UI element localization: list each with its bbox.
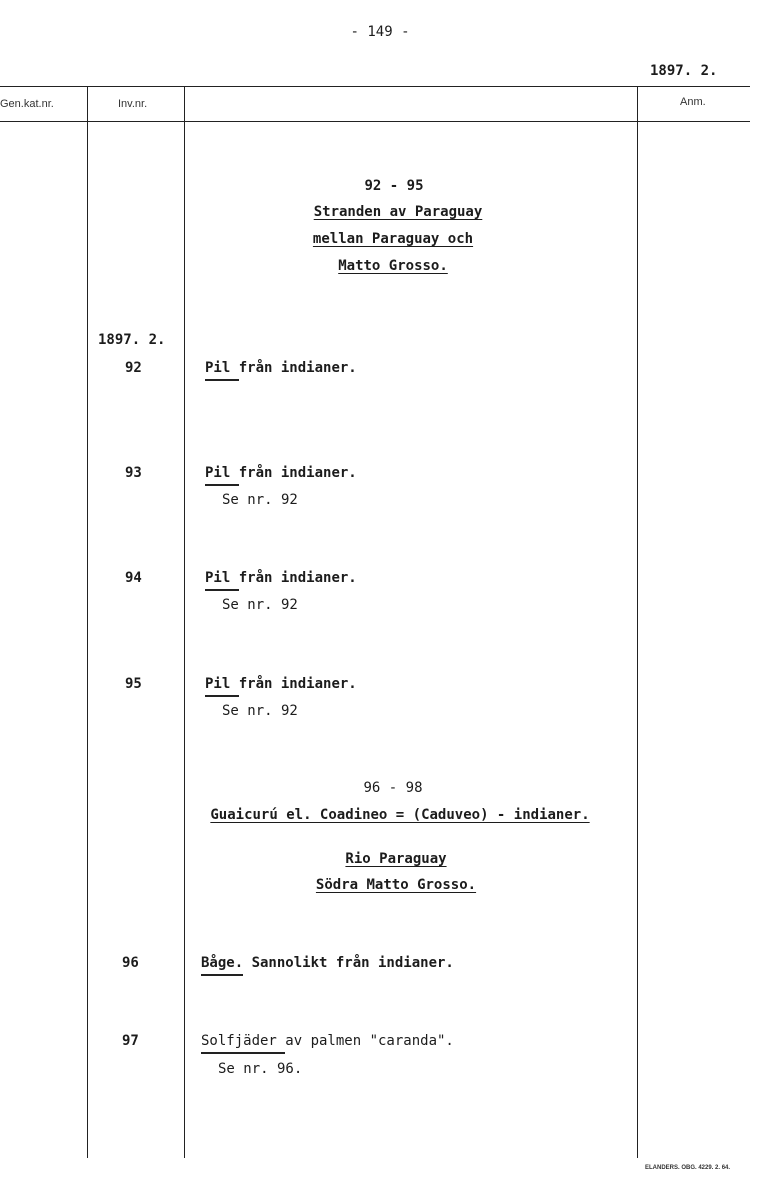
entry-number: 93 [125, 465, 142, 481]
keyword-underline [201, 1052, 285, 1054]
entry-keyword: Pil [205, 570, 231, 586]
entry-reference: Se nr. 92 [222, 492, 298, 508]
entry-year: 1897. 2. [98, 332, 166, 348]
keyword-underline [205, 379, 239, 381]
entry-description: av palmen "caranda". [276, 1033, 454, 1049]
printer-mark: ELANDERS. OBG. 4229. 2. 64. [645, 1165, 731, 1171]
page-number: - 149 - [350, 24, 410, 40]
entry-reference: Se nr. 96. [218, 1061, 303, 1077]
keyword-underline [205, 589, 239, 591]
entry-text [201, 955, 454, 971]
entry-text [205, 465, 357, 481]
entry-number: 95 [125, 676, 142, 692]
keyword-underline [201, 974, 243, 976]
entry-text [201, 1033, 454, 1049]
entry-keyword: Solfjäder [201, 1033, 277, 1049]
entry-text [205, 360, 357, 376]
entry-number: 96 [122, 955, 139, 971]
col-inv-header: Inv.nr. [118, 98, 148, 110]
entry-number: 97 [122, 1033, 139, 1049]
keyword-underline [205, 484, 239, 486]
entry-keyword: Pil [205, 360, 231, 376]
entry-keyword: Pil [205, 465, 231, 481]
entry-description: från indianer. [230, 676, 357, 692]
entry-number: 92 [125, 360, 142, 376]
entry-text [205, 676, 357, 692]
group2-line1: Guaicurú el. Coadineo = (Caduveo) - indianer. [210, 807, 590, 823]
col-anm-header: Anm. [680, 96, 706, 108]
group2-range: 96 - 98 [363, 780, 423, 796]
entry-keyword: Båge [201, 955, 235, 971]
column-divider-3 [637, 86, 638, 1158]
year-series: 1897. 2. [650, 63, 718, 79]
group1-line1: Stranden av Paraguay [313, 204, 483, 220]
entry-number: 94 [125, 570, 142, 586]
entry-reference: Se nr. 92 [222, 597, 298, 613]
group2-line2: Rio Paraguay [345, 851, 447, 867]
col-gen-kat-header: Gen.kat.nr. [0, 98, 54, 110]
entry-description: . Sannolikt från indianer. [234, 955, 454, 971]
entry-reference: Se nr. 92 [222, 703, 298, 719]
keyword-underline [205, 695, 239, 697]
entry-description: från indianer. [230, 465, 357, 481]
column-divider-2 [184, 86, 185, 1158]
group2-line3: Södra Matto Grosso. [315, 877, 477, 893]
entry-description: från indianer. [230, 360, 357, 376]
entry-description: från indianer. [230, 570, 357, 586]
group1-line3: Matto Grosso. [338, 258, 448, 274]
group1-line2: mellan Paraguay och [312, 231, 474, 247]
group1-range: 92 - 95 [364, 178, 424, 194]
entry-text [205, 570, 357, 586]
entry-keyword: Pil [205, 676, 231, 692]
column-divider-1 [87, 86, 88, 1158]
